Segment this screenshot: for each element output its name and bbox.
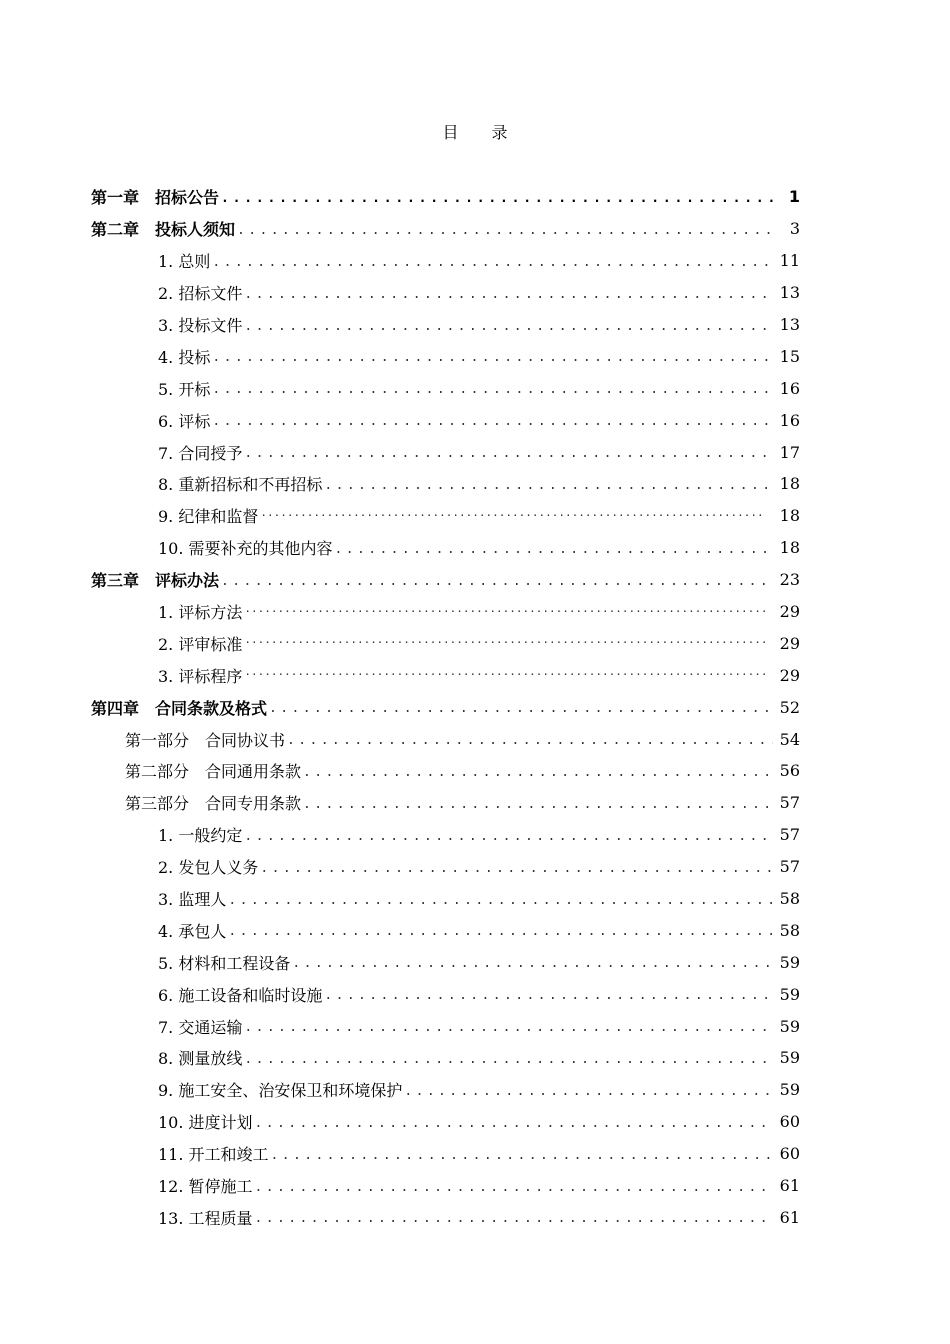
toc-entry[interactable] [0,946,950,978]
toc-dot-leader [287,731,773,751]
toc-page-number: 57 [779,857,800,877]
toc-page-number: 59 [779,1080,800,1100]
toc-entry[interactable] [0,1170,950,1202]
toc-entry[interactable] [0,468,950,500]
toc-page-number: 59 [779,952,800,972]
toc-dot-leader [324,476,773,496]
toc-entry-label: 13. 工程质量 [158,1208,253,1228]
toc-entry[interactable] [0,659,950,691]
toc-entry[interactable] [0,596,950,628]
toc-dot-leader [303,795,773,815]
toc-dot-leader [255,1114,773,1134]
toc-dot-leader [303,763,773,783]
toc-entry[interactable] [0,627,950,659]
toc-page-number: 15 [779,346,800,366]
toc-dot-leader [244,444,773,464]
toc-entry-label: 9. 施工安全、治安保卫和环境保护 [158,1081,403,1101]
toc-entry-label: 1. 一般约定 [158,826,243,846]
toc-page-number: 61 [779,1176,800,1196]
toc-entry-label: 第三章 评标办法 [91,571,220,591]
toc-dot-leader [237,221,773,241]
toc-entry[interactable] [0,436,950,468]
toc-page-number: 16 [779,378,800,398]
toc-entry-label: 8. 重新招标和不再招标 [158,475,323,495]
toc-entry-label: 3. 监理人 [158,890,227,910]
toc-entry-label: 7. 交通运输 [158,1017,243,1037]
toc-page-number: 18 [779,474,800,494]
toc-entry-label: 8. 测量放线 [158,1049,243,1069]
toc-entry[interactable] [0,1202,950,1234]
toc-entry-label: 11. 开工和竣工 [158,1145,269,1165]
toc-chapter-entry[interactable] [0,564,950,596]
toc-entry-label: 6. 施工设备和临时设施 [158,985,323,1005]
toc-entry-label: 3. 投标文件 [158,316,243,335]
toc-page-number: 58 [779,889,800,909]
toc-dot-leader [244,1018,773,1038]
toc-page-number: 60 [779,1144,800,1164]
toc-page-number: 29 [779,665,800,685]
toc-dot-leader [221,572,773,592]
toc-entry[interactable] [0,1042,950,1074]
toc-entry-label: 第二章 投标人须知 [91,220,236,240]
toc-dot-leader [228,891,773,911]
toc-entry[interactable] [0,532,950,564]
toc-entry[interactable] [0,723,950,755]
toc-page-number: 17 [779,442,800,462]
toc-dot-leader [212,380,773,400]
toc-dot-leader [269,699,773,719]
toc-page-number: 13 [779,283,800,303]
toc-dot-leader [212,348,773,368]
toc-page-number: 52 [779,697,800,717]
toc-dot-leader [212,412,773,432]
toc-entry[interactable] [0,787,950,819]
toc-page-number: 61 [779,1207,800,1227]
toc-entry[interactable] [0,1010,950,1042]
toc-entry-label: 6. 评标 [158,411,211,431]
toc-entry[interactable] [0,1138,950,1170]
toc-entry-label: 12. 暂停施工 [158,1177,253,1197]
toc-dot-leader [244,285,773,305]
toc-title: 目 录 [442,123,522,142]
toc-entry-label: 3. 评标程序 [158,666,243,686]
toc-dot-leader [260,859,773,879]
toc-entry-label: 2. 招标文件 [158,284,243,304]
toc-chapter-entry[interactable] [0,181,950,213]
toc-dot-leader [244,827,773,847]
toc-entry-label: 10. 需要补充的其他内容 [158,539,333,559]
toc-entry-label: 4. 投标 [158,347,211,367]
toc-entry-label: 1. 总则 [158,252,211,272]
toc-entry-label: 第一章 招标公告 [91,188,220,208]
toc-dot-leader [244,633,766,653]
toc-entry[interactable] [0,277,950,309]
toc-page-number: 56 [779,761,800,781]
toc-dot-leader [221,189,773,209]
toc-page-number: 23 [779,570,800,590]
toc-entry-label: 5. 开标 [158,379,211,399]
toc-page-number: 29 [779,602,800,622]
toc-page-number: 57 [779,793,800,813]
toc-entry[interactable] [0,819,950,851]
toc-dot-leader [335,540,773,560]
toc-entry[interactable] [0,340,950,372]
toc-dot-leader [212,253,773,273]
toc-entry-label: 2. 评审标准 [158,634,243,654]
toc-entry[interactable] [0,1074,950,1106]
toc-entry[interactable] [0,914,950,946]
toc-dot-leader [260,506,766,526]
toc-page-number: 11 [779,251,800,271]
toc-dot-leader [292,954,773,974]
toc-entry[interactable] [0,372,950,404]
toc-entry-label: 9. 纪律和监督 [158,507,259,527]
toc-dot-leader [324,986,773,1006]
toc-page-number: 13 [779,315,800,334]
toc-dot-leader [271,1146,773,1166]
toc-dot-leader [255,1178,773,1198]
toc-dot-leader [244,602,766,622]
toc-page-number: 18 [779,506,800,526]
toc-entry[interactable] [0,1106,950,1138]
toc-entry[interactable] [0,978,950,1010]
toc-dot-leader [228,922,773,942]
toc-entry-label: 5. 材料和工程设备 [158,953,291,973]
toc-entry-label: 7. 合同授予 [158,443,243,463]
toc-page-number: 54 [779,729,800,749]
toc-page-number: 16 [779,410,800,430]
toc-entry[interactable] [0,500,950,532]
toc-page-number: 18 [779,538,800,558]
toc-page-number: 60 [779,1112,800,1132]
toc-dot-leader [244,317,773,337]
toc-entry[interactable] [0,883,950,915]
toc-dot-leader [255,1209,773,1229]
toc-page-number: 29 [779,633,800,653]
toc-page-number: 3 [789,219,800,239]
toc-entry-label: 4. 承包人 [158,921,227,941]
toc-entry-label: 第二部分 合同通用条款 [125,762,302,782]
toc-page-number: 1 [788,187,800,207]
toc-page-number: 59 [779,1048,800,1068]
toc-entry-label: 1. 评标方法 [158,603,243,623]
toc-dot-leader [244,1050,773,1070]
toc-entry-label: 10. 进度计划 [158,1113,253,1133]
toc-page-number: 59 [779,1016,800,1036]
toc-entry-label: 第四章 合同条款及格式 [91,698,268,718]
table-of-contents [0,181,950,1233]
toc-page-number: 57 [779,825,800,845]
toc-entry[interactable] [0,851,950,883]
toc-dot-leader [404,1082,773,1102]
toc-entry[interactable] [0,309,950,341]
toc-entry[interactable] [0,755,950,787]
toc-chapter-entry[interactable] [0,691,950,723]
toc-dot-leader [244,665,766,685]
toc-entry-label: 2. 发包人义务 [158,858,259,878]
toc-page-number: 59 [779,984,800,1004]
toc-chapter-entry[interactable] [0,213,950,245]
toc-entry[interactable] [0,245,950,277]
toc-entry-label: 第一部分 合同协议书 [125,730,286,750]
toc-entry-label: 第三部分 合同专用条款 [125,794,302,814]
toc-page-number: 58 [779,920,800,940]
toc-entry[interactable] [0,404,950,436]
